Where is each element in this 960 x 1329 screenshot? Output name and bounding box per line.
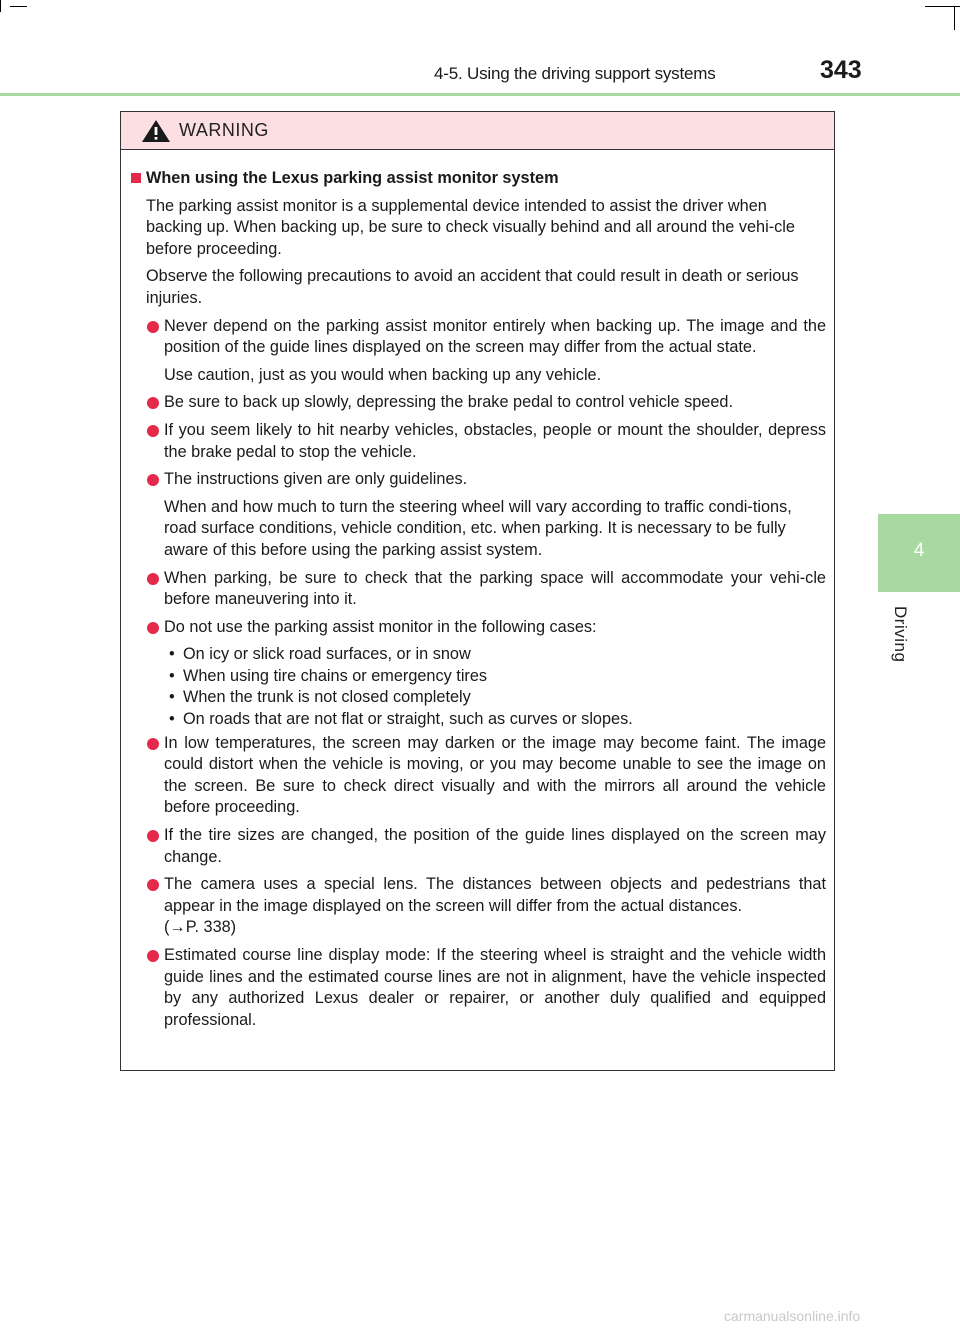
- red-bullet-icon: [147, 425, 159, 437]
- warning-section-title: When using the Lexus parking assist monitor system: [131, 168, 826, 190]
- chapter-tab: [878, 514, 960, 592]
- red-bullet-icon: [147, 738, 159, 750]
- red-bullet-icon: [147, 879, 159, 891]
- chapter-label: Driving: [891, 606, 910, 663]
- precaution-item: Estimated course line display mode: If the steering wheel is straight and the vehicle width guide lines and the estimated course lines are not in alignment, have the vehicle inspected by any authorized Lexus dealer or repairer, or another duly qualified and equipped professional.: [131, 945, 826, 1031]
- precaution-item: Never depend on the parking assist monitor entirely when backing up. The image and the position of the guide lines displayed on the screen may differ from the actual state.: [131, 316, 826, 359]
- case-item: • When using tire chains or emergency tires: [169, 666, 488, 685]
- precaution-note: When and how much to turn the steering wheel will vary according to traffic condi-tions, road surface conditions, vehicle condition, etc. when parking. It is necessary to be fully aware of this before using the parking assist system.: [164, 497, 792, 559]
- precaution-item: The instructions given are only guidelines.: [131, 469, 826, 491]
- red-bullet-icon: [147, 321, 159, 333]
- crop-mark: [10, 6, 27, 7]
- case-item: • On icy or slick road surfaces, or in snow: [169, 645, 471, 664]
- red-bullet-icon: [147, 573, 159, 585]
- page-number: 343: [820, 56, 862, 84]
- precaution-item: If you seem likely to hit nearby vehicles, obstacles, people or mount the shoulder, depress the brake pedal to stop the vehicle.: [131, 420, 826, 463]
- precaution-item: If the tire sizes are changed, the position of the guide lines displayed on the screen may change.: [131, 825, 826, 868]
- case-item: • On roads that are not flat or straight, such as curves or slopes.: [169, 710, 633, 729]
- chapter-number: 4: [913, 540, 925, 561]
- warning-header: [121, 112, 834, 150]
- red-bullet-icon: [147, 950, 159, 962]
- warning-label: WARNING: [179, 120, 269, 140]
- header-divider: [0, 93, 960, 96]
- precaution-item: Do not use the parking assist monitor in the following cases:: [131, 617, 826, 639]
- precaution-item: The camera uses a special lens. The distances between objects and pedestrians that appear in the image displayed on the screen will differ from the actual distances. (→P. 338): [131, 874, 826, 939]
- precaution-note: Use caution, just as you would when backing up any vehicle.: [164, 365, 602, 384]
- intro-paragraph: Observe the following precautions to avoid an accident that could result in death or serious injuries.: [146, 267, 799, 307]
- red-bullet-icon: [147, 830, 159, 842]
- red-bullet-icon: [147, 474, 159, 486]
- precaution-item: In low temperatures, the screen may darken or the image may become faint. The image could distort when the vehicle is moving, or you may become unable to see the image on the screen. Be sure to check direct visually and with the mirrors all around the vehicle before proceeding.: [131, 733, 826, 819]
- crop-mark: [0, 0, 1, 12]
- section-header: 4-5. Using the driving support systems: [434, 64, 716, 83]
- warning-triangle-icon: [141, 119, 171, 143]
- warning-box: [120, 111, 835, 1071]
- watermark: carmanualsonline.info: [724, 1308, 861, 1324]
- precaution-item: Be sure to back up slowly, depressing the brake pedal to control vehicle speed.: [131, 392, 826, 414]
- red-bullet-icon: [147, 622, 159, 634]
- case-list: [131, 644, 826, 730]
- red-square-icon: [131, 173, 141, 183]
- intro-paragraph: The parking assist monitor is a supplemental device intended to assist the driver when backing up. When backing up, be sure to check visually behind and all around the vehi-cle before proceeding.: [146, 196, 795, 258]
- red-bullet-icon: [147, 397, 159, 409]
- crop-mark: [954, 6, 955, 30]
- page-reference[interactable]: (→P. 338): [164, 918, 237, 937]
- case-item: • When the trunk is not closed completely: [169, 688, 471, 707]
- warning-content: [121, 150, 834, 1031]
- precaution-item: When parking, be sure to check that the parking space will accommodate your vehi-cle before maneuvering into it.: [131, 568, 826, 611]
